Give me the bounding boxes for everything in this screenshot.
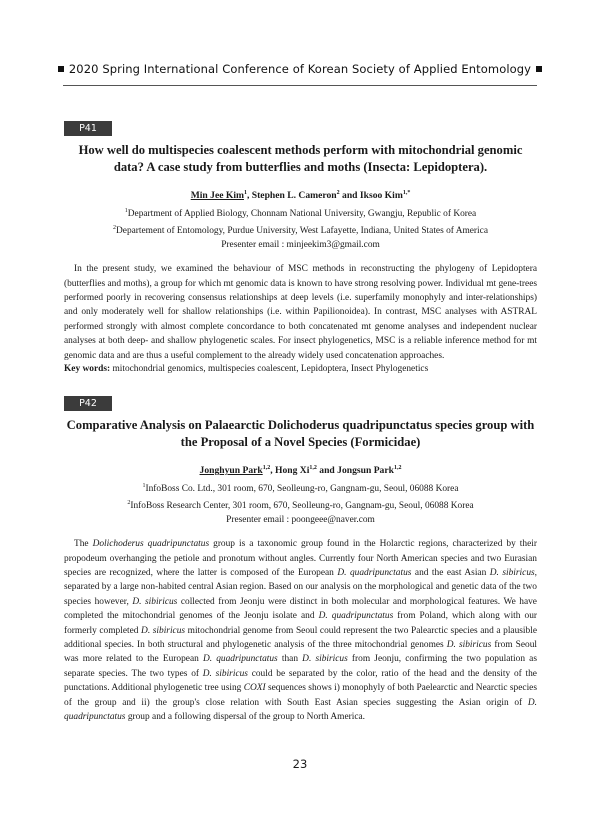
affiliation-line: $^2$InfoBoss Research Center, 301 room, 670, Seolleung-ro, Gangnam-gu, Seoul, 06088 Korea [127,499,474,512]
affiliations [64,205,537,252]
affiliation-line: $^1$InfoBoss Co. Ltd., 301 room, 670, Seolleung-ro, Gangnam-gu, Seoul, 06088 Korea [142,483,459,495]
author-name: Jongsun Park [337,465,394,477]
body-segment: group and a following dispersal of the group to North America. [125,712,365,723]
author-name: Stephen L. Cameron [251,190,337,202]
body-segment: from Jeonju, confirming the two population as separate species. The two types of [64,654,537,679]
page-number: 23 [292,757,308,771]
abstract-body: In the present study, we examined the behaviour of MSC methods in reconstructing the phylogeny of Lepidoptera (butterflies and moths), a group for which mt genomic data is known to have strong resolving power. Individual mt gene-trees performed poorly in recovering consensus relationships at deep levels (i.e. superfamily monophyly and inter-relationships) and only moderately well for shallow relationships (i.e. within Papilionoidea). In contrast, MSC analyses with ASTRAL performed strongly with almost complete concordance to both concatenated mt genome analyses and independent nuclear analyses at both deep- and shallow phylogenetic scales. For insect phylogenetics, MSC is a reliable inference method for mt genomic data and are thus a useful complement to the already widely used concatenation approaches. [64,264,537,361]
square-bullet-icon [536,66,542,72]
abstract-body [64,537,537,724]
body-segment: group is a taxonomic group found in the Holarctic regions, characterized by their propodeum overhanging the petiole and pronotum without angles. Currently four North American species and two Eurasian species are recognized, where the latter is composed of the European [64,539,537,579]
species-name: Dolichoderus quadripunctatus [92,539,210,550]
author-list: Jonghyun Park$^{1,2}$, Hong Xi$^{1,2}$ and Jongsun Park$^{1,2}$ [199,465,402,477]
square-bullet-icon [58,66,64,72]
author-name: Min Jee Kim [190,190,244,202]
affiliation-line: $^1$Department of Applied Biology, Chonnam National University, Gwangju, Republic of Korea [124,208,477,220]
affiliations [64,480,537,527]
body-segment: collected from Jeonju were distinct in both molecular and morphological features. We have completed the mitochondrial genomes of the Jeonju isolate and [64,596,537,622]
author-sup: 1,2 [393,465,402,471]
species-name: D. quadripunctatus [318,611,394,622]
species-name: COXI [243,683,266,694]
abstract-title: Comparative Analysis on Palaearctic Dolichoderus quadripunctatus species group with the Proposal of a Novel Species (Formicidae) [66,418,535,449]
author-name: Jonghyun Park [199,465,263,477]
author-sup: 1,2 [262,465,271,471]
affiliation-line: $^2$Departement of Entomology, Purdue University, West Lafayette, Indiana, United States of America [113,224,488,237]
body-segment: mitochondrial genome from Seoul could represent the two Palearctic species and a plausible additional species. In both structural and phylogenetic analysis of the three mitochondrial genomes [64,625,537,651]
presenter-email: Presenter email : poongeee@naver.com [226,514,375,525]
body-segment: from Seoul was more related to the European [64,640,537,665]
body-segment: from Poland, which along with our formerly completed [64,611,538,636]
presenter-email: Presenter email : minjeekim3@gmail.com [221,239,380,250]
header-rule [63,85,537,86]
body-segment: and the east Asian [411,568,490,579]
author-sup: 1,2 [309,465,317,471]
abstract-p41 [64,118,537,374]
species-name: D. sibiricus [489,568,535,579]
species-name: D. quadripunctatus [64,697,537,723]
body-segment: could be separated by the color, ratio of the head and the density of the punctations. Additional phylogenetic tree using [64,668,537,694]
species-name: D. quadripunctatus [337,568,412,579]
abstract-title: How well do multispecies coalescent methods perform with mitochondrial genomic data? A case study from butterflies and moths (Insecta: Lepidoptera). [78,143,523,174]
author-name: Iksoo Kim [359,190,403,202]
author-list: Min Jee Kim$^1$, Stephen L. Cameron$^2$ and Iksoo Kim$^{1,*}$ [190,190,411,202]
species-name: D. sibiricus [141,625,186,636]
abstract-code-badge: P41 [64,121,112,136]
species-name: D. sibiricus [132,596,178,607]
abstract-p42 [64,393,537,725]
keywords [64,364,537,374]
author-sup: 2 [336,190,340,196]
body-segment: than [277,654,303,665]
species-name: D. sibiricus [202,668,248,679]
author-name: Hong Xi [275,465,310,477]
abstract-code-badge: P42 [64,396,112,411]
body-segment: The [74,539,93,550]
species-name: D. sibiricus [446,640,492,651]
author-sup: 1,* [402,190,411,196]
keywords-label: Key words: [64,364,111,375]
body-segment: , separated by a large non-habited central Asian region. Based on our analysis on the morphological and genetic data of the two species however, [64,568,538,607]
conference-title: 2020 Spring International Conference of Korean Society of Applied Entomology [68,62,532,76]
keywords-text: mitochondrial genomics, multispecies coalescent, Lepidoptera, Insect Phylogenetics [112,364,429,375]
species-name: D. quadripunctatus [202,654,278,665]
species-name: D. sibiricus [302,654,348,665]
body-segment: sequences shows i) monophyly of both Paelearctic and Nearctic species of the group and ii) the group's close relation with South East Asian species suggesting the Asian origin of [64,683,537,708]
author-sup: 1 [243,190,247,196]
running-header [0,62,600,76]
